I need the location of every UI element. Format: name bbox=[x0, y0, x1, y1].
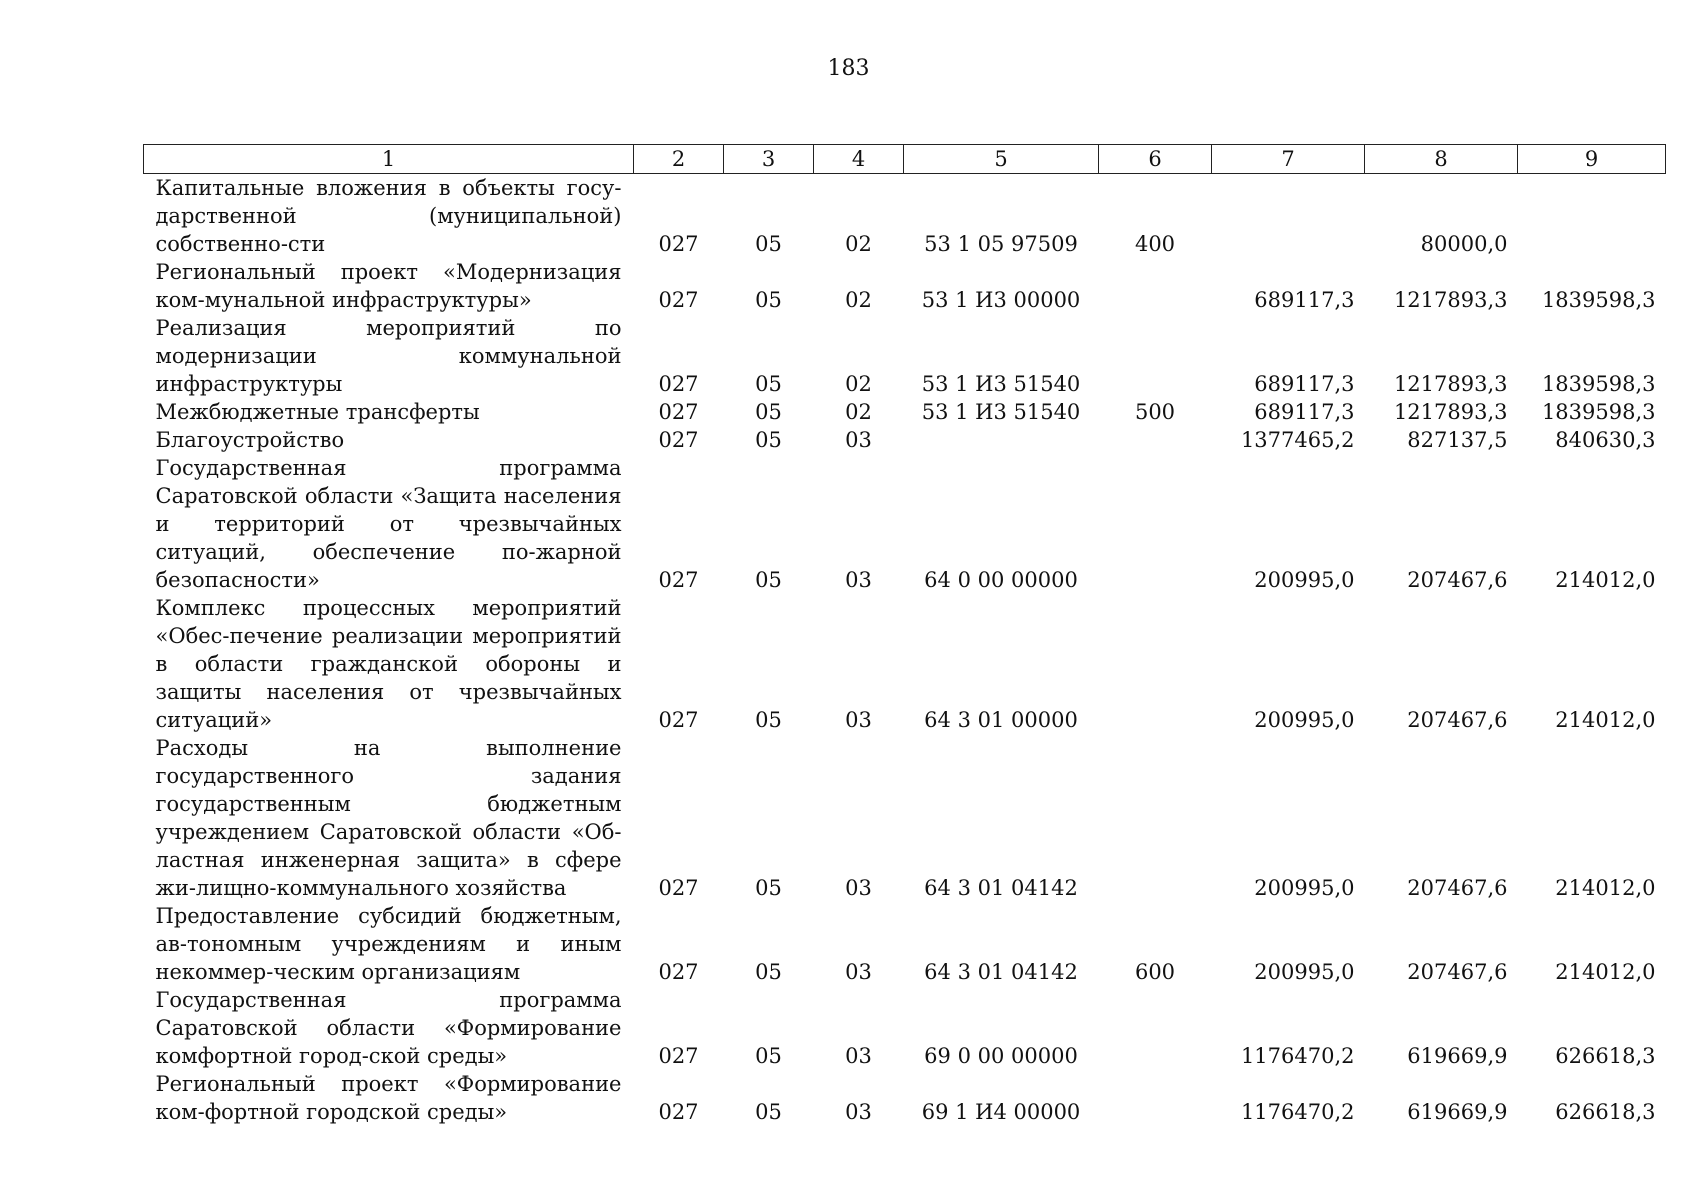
cell-amount-year-1: 1377465,2 bbox=[1240, 428, 1355, 452]
cell-ministry-code: 027 bbox=[658, 428, 699, 452]
cell-expense-type bbox=[1099, 314, 1212, 398]
cell-amount-year-1: 200995,0 bbox=[1254, 708, 1355, 732]
cell-target-item: 64 3 01 00000 bbox=[924, 708, 1078, 732]
cell-target-item: 69 0 00 00000 bbox=[924, 1044, 1078, 1068]
cell-amount-year-1: 1176470,2 bbox=[1240, 1044, 1355, 1068]
cell-section: 05 bbox=[755, 568, 782, 592]
cell-section: 05 bbox=[755, 372, 782, 396]
cell-section: 05 bbox=[755, 1044, 782, 1068]
table-body bbox=[144, 174, 1666, 1127]
budget-table bbox=[143, 144, 1666, 1126]
cell-expense-type bbox=[1099, 426, 1212, 454]
cell-expense-type bbox=[1099, 258, 1212, 314]
header-cell-1: 1 bbox=[144, 145, 634, 174]
cell-amount-year-1: 1176470,2 bbox=[1240, 1100, 1355, 1124]
cell-subsection: 03 bbox=[845, 876, 872, 900]
cell-subsection: 03 bbox=[845, 1100, 872, 1124]
header-cell-5: 5 bbox=[904, 145, 1099, 174]
table-row bbox=[144, 426, 1666, 454]
cell-amount-year-2: 619669,9 bbox=[1407, 1044, 1508, 1068]
row-name: Благоустройство bbox=[155, 428, 345, 452]
table-row bbox=[144, 398, 1666, 426]
cell-amount-year-1: 200995,0 bbox=[1254, 568, 1355, 592]
cell-subsection: 03 bbox=[845, 568, 872, 592]
row-name: Государственная программа Саратовской области «Формирование комфортной город-ской среды» bbox=[155, 988, 622, 1068]
cell-section: 05 bbox=[755, 288, 782, 312]
cell-expense-type: 500 bbox=[1134, 400, 1176, 424]
row-name: Расходы на выполнение государственного задания государственным бюджетным учреждением Саратовской области «Об-ластная инженерная защита» в сфере жи-лищно-коммунального хозяйства bbox=[155, 736, 622, 900]
cell-subsection: 03 bbox=[845, 428, 872, 452]
cell-amount-year-1: 689117,3 bbox=[1254, 372, 1355, 396]
header-cell-6: 6 bbox=[1099, 145, 1212, 174]
header-cell-9: 9 bbox=[1518, 145, 1666, 174]
cell-ministry-code: 027 bbox=[658, 876, 699, 900]
table-row bbox=[144, 314, 1666, 398]
cell-ministry-code: 027 bbox=[658, 1044, 699, 1068]
cell-subsection: 03 bbox=[845, 1044, 872, 1068]
header-row bbox=[144, 145, 1666, 174]
cell-expense-type: 600 bbox=[1134, 960, 1176, 984]
cell-ministry-code: 027 bbox=[658, 568, 699, 592]
cell-target-item bbox=[904, 426, 1099, 454]
table-row bbox=[144, 1070, 1666, 1126]
cell-target-item: 53 1 И3 00000 bbox=[921, 288, 1081, 312]
cell-amount-year-2: 619669,9 bbox=[1407, 1100, 1508, 1124]
cell-target-item: 64 3 01 04142 bbox=[924, 876, 1078, 900]
cell-expense-type bbox=[1099, 454, 1212, 594]
cell-amount-year-1: 200995,0 bbox=[1254, 960, 1355, 984]
cell-subsection: 02 bbox=[845, 288, 872, 312]
table-row bbox=[144, 454, 1666, 594]
cell-section: 05 bbox=[755, 428, 782, 452]
cell-amount-year-3: 214012,0 bbox=[1555, 960, 1656, 984]
cell-amount-year-1 bbox=[1212, 174, 1365, 259]
cell-expense-type bbox=[1099, 734, 1212, 902]
cell-amount-year-3: 1839598,3 bbox=[1541, 288, 1656, 312]
cell-amount-year-3: 214012,0 bbox=[1555, 568, 1656, 592]
cell-section: 05 bbox=[755, 708, 782, 732]
cell-amount-year-2: 207467,6 bbox=[1407, 568, 1508, 592]
header-cell-8: 8 bbox=[1365, 145, 1518, 174]
cell-expense-type bbox=[1099, 594, 1212, 734]
cell-ministry-code: 027 bbox=[658, 400, 699, 424]
row-name: Реализация мероприятий по модернизации коммунальной инфраструктуры bbox=[155, 316, 622, 396]
cell-expense-type bbox=[1099, 1070, 1212, 1126]
table-row bbox=[144, 734, 1666, 902]
cell-amount-year-3: 214012,0 bbox=[1555, 708, 1656, 732]
cell-target-item: 53 1 И3 51540 bbox=[921, 400, 1081, 424]
row-name: Комплекс процессных мероприятий «Обес-печение реализации мероприятий в области гражданской обороны и защиты населения от чрезвычайных ситуаций» bbox=[155, 596, 622, 732]
row-name: Предоставление субсидий бюджетным, ав-тономным учреждениям и иным некоммер-ческим организациям bbox=[155, 904, 622, 984]
table-row bbox=[144, 258, 1666, 314]
cell-amount-year-2: 207467,6 bbox=[1407, 876, 1508, 900]
cell-amount-year-1: 689117,3 bbox=[1254, 400, 1355, 424]
cell-subsection: 03 bbox=[845, 960, 872, 984]
cell-amount-year-2: 1217893,3 bbox=[1393, 288, 1508, 312]
page-number: 183 bbox=[827, 56, 870, 81]
cell-expense-type bbox=[1099, 986, 1212, 1070]
cell-target-item: 69 1 И4 00000 bbox=[921, 1100, 1081, 1124]
cell-target-item: 64 0 00 00000 bbox=[924, 568, 1078, 592]
cell-ministry-code: 027 bbox=[658, 372, 699, 396]
cell-ministry-code: 027 bbox=[658, 232, 699, 256]
table-row bbox=[144, 986, 1666, 1070]
cell-amount-year-1: 200995,0 bbox=[1254, 876, 1355, 900]
header-cell-2: 2 bbox=[634, 145, 724, 174]
cell-subsection: 02 bbox=[845, 232, 872, 256]
header-cell-7: 7 bbox=[1212, 145, 1365, 174]
cell-amount-year-3: 214012,0 bbox=[1555, 876, 1656, 900]
cell-amount-year-3: 626618,3 bbox=[1555, 1100, 1656, 1124]
cell-expense-type: 400 bbox=[1134, 232, 1176, 256]
cell-amount-year-2: 207467,6 bbox=[1407, 960, 1508, 984]
cell-target-item: 53 1 05 97509 bbox=[924, 232, 1078, 256]
cell-amount-year-2: 1217893,3 bbox=[1393, 372, 1508, 396]
cell-amount-year-2: 80000,0 bbox=[1420, 232, 1508, 256]
cell-amount-year-3: 626618,3 bbox=[1555, 1044, 1656, 1068]
row-name: Региональный проект «Формирование ком-фортной городской среды» bbox=[155, 1072, 622, 1124]
cell-amount-year-3: 840630,3 bbox=[1555, 428, 1656, 452]
table-row bbox=[144, 174, 1666, 259]
table-row bbox=[144, 902, 1666, 986]
cell-amount-year-2: 207467,6 bbox=[1407, 708, 1508, 732]
cell-amount-year-2: 1217893,3 bbox=[1393, 400, 1508, 424]
cell-target-item: 53 1 И3 51540 bbox=[921, 372, 1081, 396]
cell-amount-year-2: 827137,5 bbox=[1407, 428, 1508, 452]
cell-section: 05 bbox=[755, 876, 782, 900]
row-name: Капитальные вложения в объекты госу-дарственной (муниципальной) собственно-сти bbox=[155, 176, 622, 256]
cell-section: 05 bbox=[755, 1100, 782, 1124]
cell-amount-year-3 bbox=[1518, 174, 1666, 259]
cell-ministry-code: 027 bbox=[658, 708, 699, 732]
table-row bbox=[144, 594, 1666, 734]
cell-section: 05 bbox=[755, 232, 782, 256]
cell-section: 05 bbox=[755, 400, 782, 424]
cell-amount-year-3: 1839598,3 bbox=[1541, 400, 1656, 424]
cell-amount-year-1: 689117,3 bbox=[1254, 288, 1355, 312]
row-name: Межбюджетные трансферты bbox=[155, 400, 480, 424]
cell-ministry-code: 027 bbox=[658, 1100, 699, 1124]
cell-ministry-code: 027 bbox=[658, 288, 699, 312]
cell-subsection: 02 bbox=[845, 372, 872, 396]
cell-target-item: 64 3 01 04142 bbox=[924, 960, 1078, 984]
cell-subsection: 03 bbox=[845, 708, 872, 732]
header-cell-3: 3 bbox=[724, 145, 814, 174]
row-name: Региональный проект «Модернизация ком-мунальной инфраструктуры» bbox=[155, 260, 622, 312]
cell-subsection: 02 bbox=[845, 400, 872, 424]
cell-amount-year-3: 1839598,3 bbox=[1541, 372, 1656, 396]
cell-section: 05 bbox=[755, 960, 782, 984]
cell-ministry-code: 027 bbox=[658, 960, 699, 984]
row-name: Государственная программа Саратовской области «Защита населения и территорий от чрезвычайных ситуаций, обеспечение по-жарной безопасности» bbox=[155, 456, 622, 592]
header-cell-4: 4 bbox=[814, 145, 904, 174]
